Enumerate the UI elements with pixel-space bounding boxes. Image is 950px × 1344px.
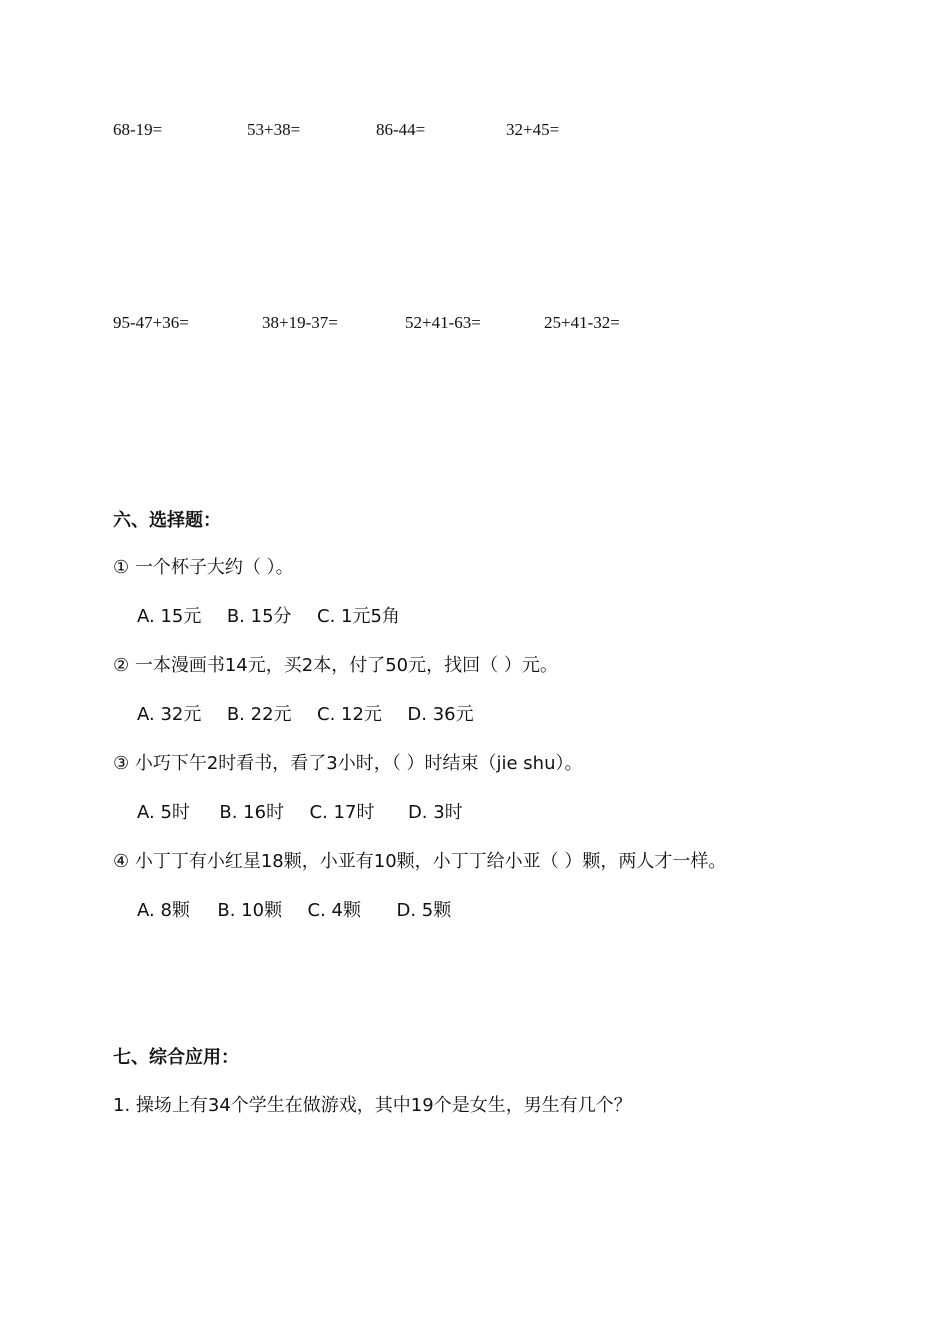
calc-problem: 32+45= xyxy=(506,120,560,139)
calc-problem: 86-44= xyxy=(376,120,426,139)
question-3: ③ 小巧下午2时看书，看了3小时，（ ）时结束（jie shu）。 xyxy=(113,753,583,774)
option: C. 1元5角 xyxy=(317,606,400,627)
question-4-options xyxy=(137,896,451,922)
word-problem-1: 1. 操场上有34个学生在做游戏，其中19个是女生，男生有几个？ xyxy=(113,1095,632,1116)
section-title: 六、选择题： xyxy=(113,510,221,531)
option: D. 5颗 xyxy=(396,900,452,921)
calc-problem: 68-19= xyxy=(113,120,163,139)
calc-problem: 25+41-32= xyxy=(544,313,620,332)
option: B. 15分 xyxy=(226,606,292,627)
section-title: 七、综合应用： xyxy=(113,1047,239,1068)
option: A. 32元 xyxy=(137,704,202,725)
question-3-options xyxy=(137,798,463,824)
calc-problem: 95-47+36= xyxy=(113,313,189,332)
option: A. 15元 xyxy=(137,606,202,627)
option: B. 10颗 xyxy=(217,900,283,921)
option: A. 8颗 xyxy=(137,900,190,921)
option: C. 4颗 xyxy=(307,900,362,921)
option: B. 16时 xyxy=(219,802,285,823)
option: C. 12元 xyxy=(317,704,382,725)
question-1: ① 一个杯子大约（ ）。 xyxy=(113,557,294,578)
calc-problem: 52+41-63= xyxy=(405,313,481,332)
option: D. 3时 xyxy=(407,802,463,823)
calc-problem: 38+19-37= xyxy=(262,313,338,332)
option: B. 22元 xyxy=(226,704,292,725)
question-1-options xyxy=(137,602,400,628)
question-4: ④ 小丁丁有小红星18颗，小亚有10颗，小丁丁给小亚（ ）颗，两人才一样。 xyxy=(113,851,727,872)
question-2: ② 一本漫画书14元，买2本，付了50元，找回（ ）元。 xyxy=(113,655,558,676)
question-2-options xyxy=(137,700,474,726)
calc-problem: 53+38= xyxy=(247,120,301,139)
option: D. 36元 xyxy=(407,704,474,725)
option: A. 5时 xyxy=(137,802,190,823)
option: C. 17时 xyxy=(309,802,375,823)
